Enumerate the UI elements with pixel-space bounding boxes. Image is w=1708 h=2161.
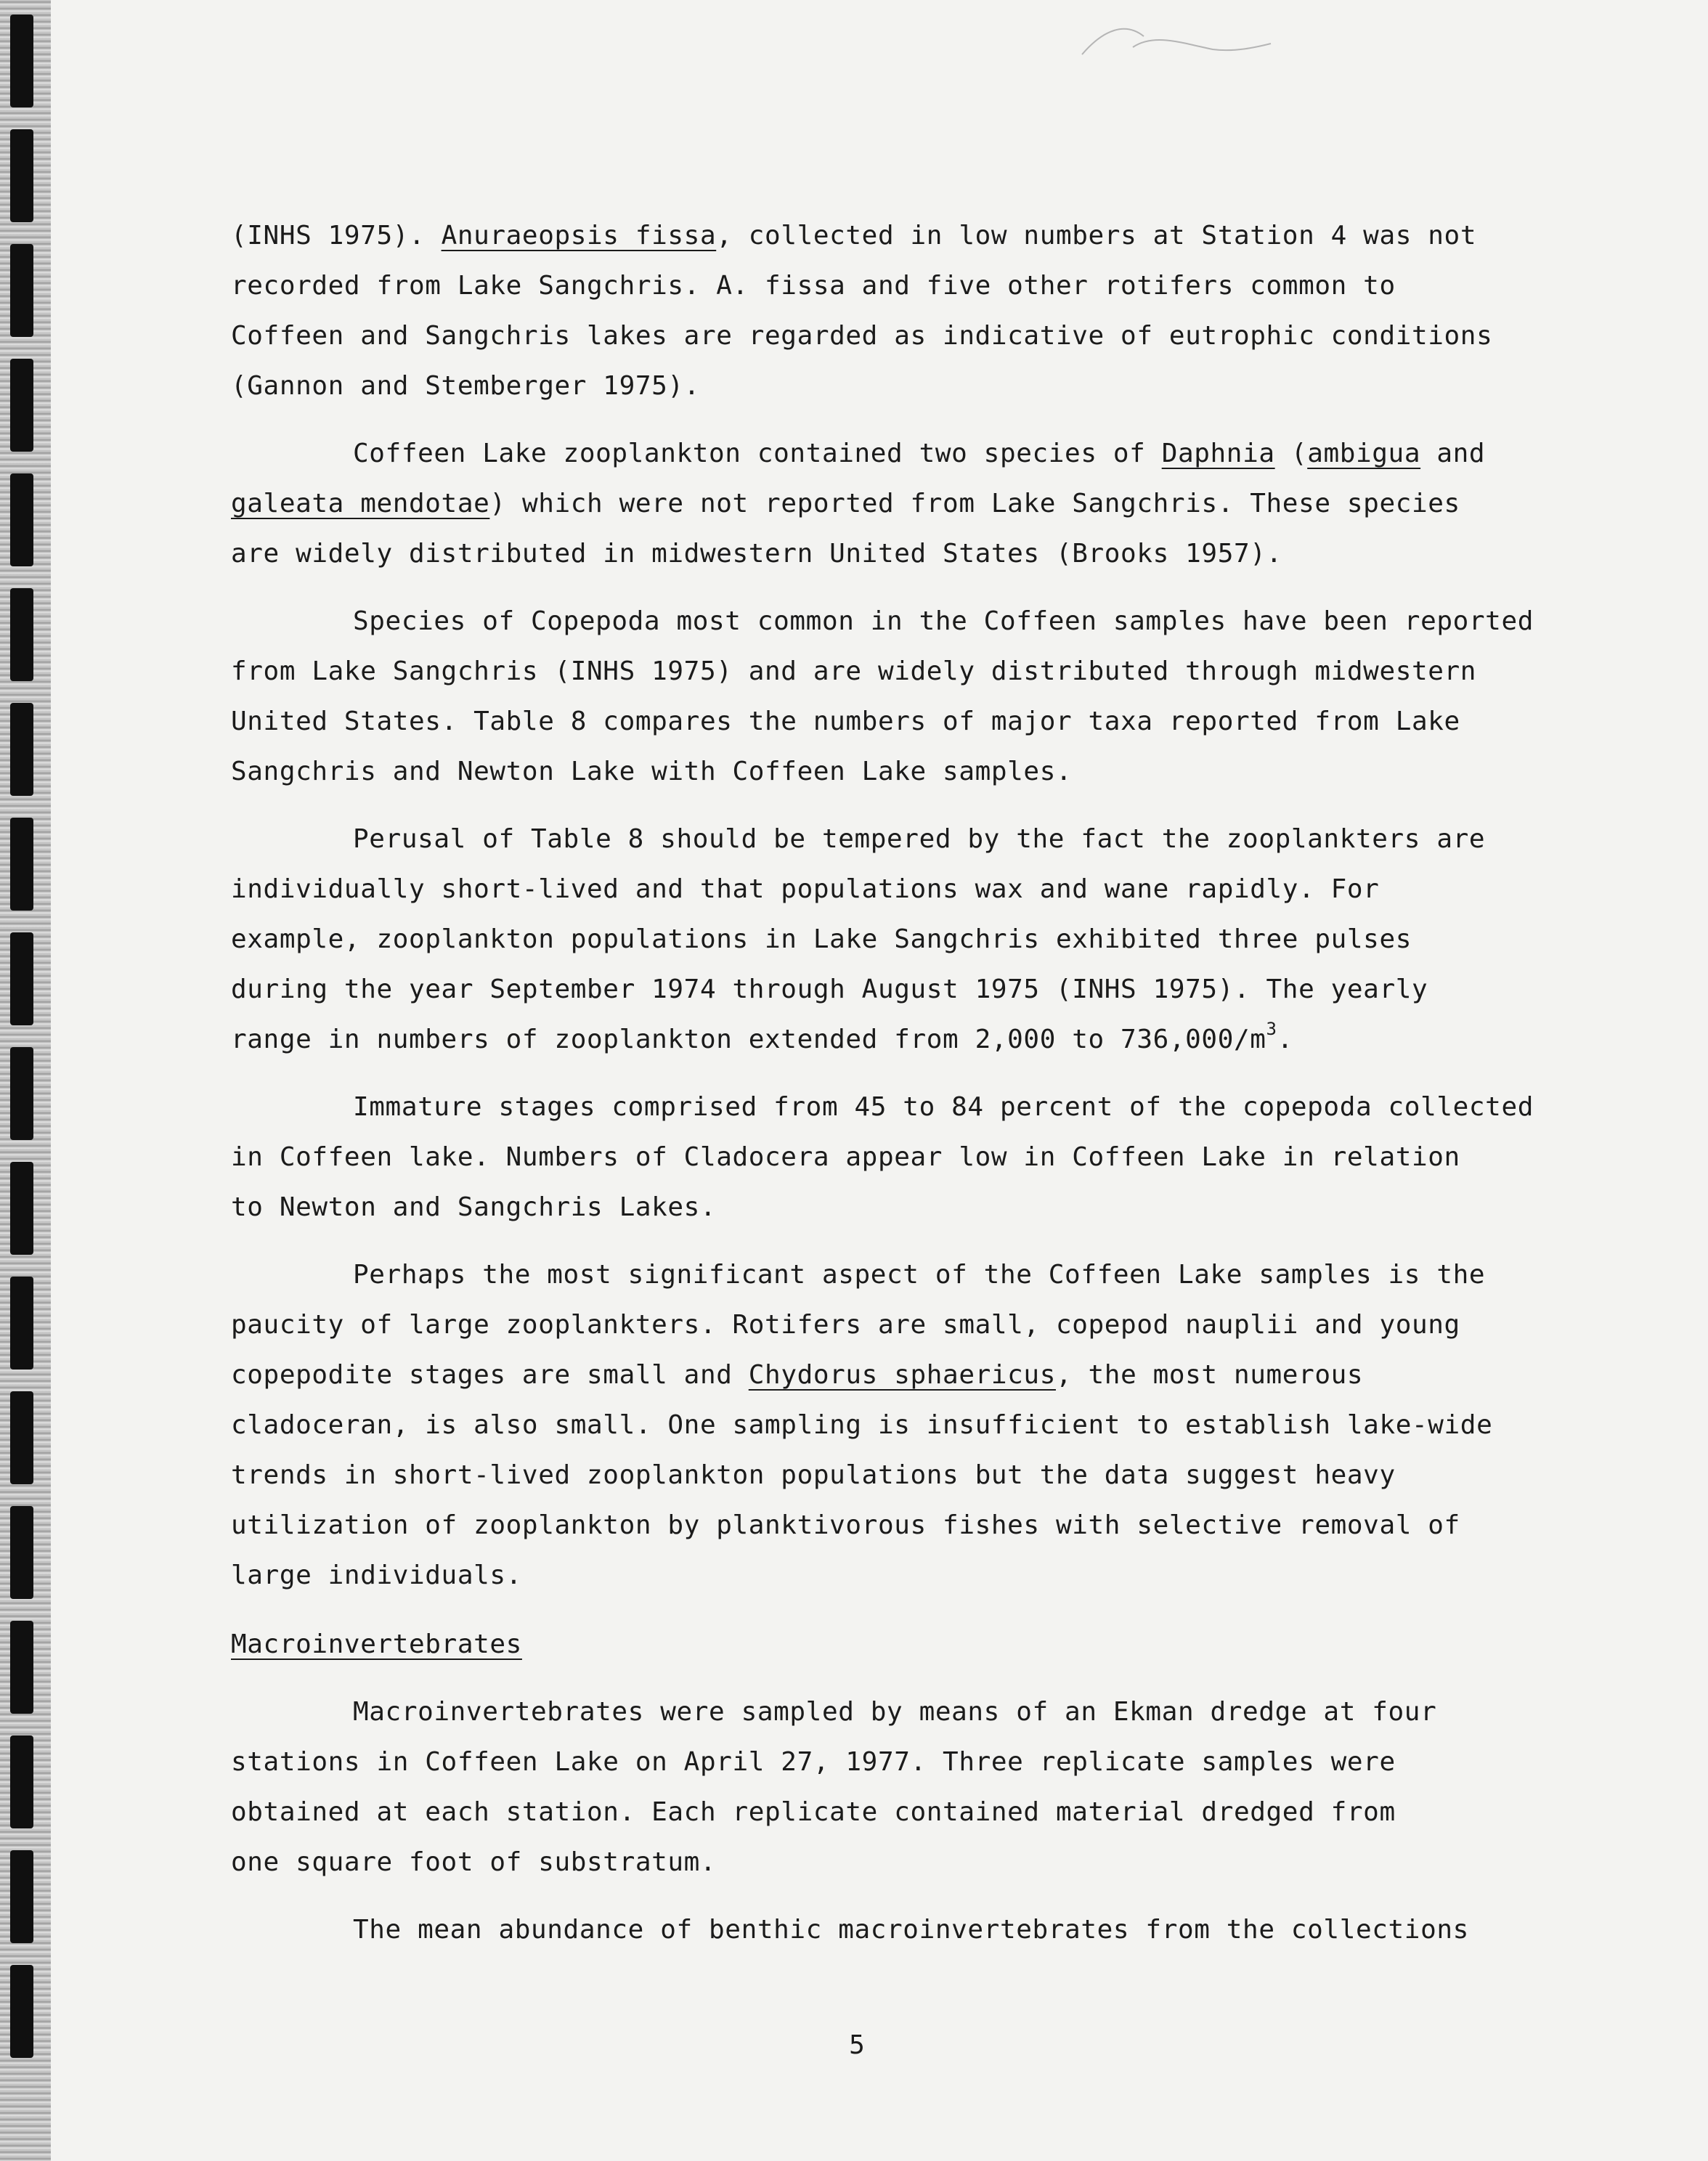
body-paragraphs xyxy=(231,211,1582,1600)
punch-hole xyxy=(10,129,33,222)
text-run: recorded from Lake Sangchris. A. fissa and five other rotifers common to xyxy=(231,271,1396,301)
punch-hole xyxy=(10,1391,33,1484)
text-run: Sangchris and Newton Lake with Coffeen Lake samples. xyxy=(231,757,1073,786)
text-line xyxy=(231,1737,1582,1787)
text-run: to Newton and Sangchris Lakes. xyxy=(231,1192,717,1222)
text-run: Perhaps the most significant aspect of the Coffeen Lake samples is the xyxy=(353,1260,1486,1290)
text-line xyxy=(231,1350,1582,1400)
text-run: obtained at each station. Each replicate contained material dredged from xyxy=(231,1797,1396,1827)
text-run: ) which were not reported from Lake Sangchris. These species xyxy=(489,489,1460,518)
text-run: ( xyxy=(1274,439,1308,468)
text-run: Coffeen Lake zooplankton contained two species of xyxy=(353,439,1162,468)
punch-hole xyxy=(10,1965,33,2058)
text-line xyxy=(231,1450,1582,1500)
text-line xyxy=(231,361,1582,411)
text-line xyxy=(231,1687,1582,1737)
section-heading xyxy=(231,1619,1582,1669)
text-line xyxy=(231,814,1582,864)
body-paragraphs-after xyxy=(231,1687,1582,1955)
text-run: trends in short-lived zooplankton populations but the data suggest heavy xyxy=(231,1460,1396,1490)
punch-hole xyxy=(10,1506,33,1599)
text-line xyxy=(231,1905,1582,1955)
text-run: . xyxy=(1277,1025,1293,1054)
text-line xyxy=(231,746,1582,797)
text-run: Macroinvertebrates were sampled by means of an Ekman dredge at four xyxy=(353,1697,1437,1727)
text-line xyxy=(231,428,1582,479)
text-run: utilization of zooplankton by planktivorous fishes with selective removal of xyxy=(231,1510,1460,1540)
punch-hole xyxy=(10,1621,33,1714)
text-run: stations in Coffeen Lake on April 27, 1977. Three replicate samples were xyxy=(231,1747,1396,1777)
page-body xyxy=(231,211,1582,1955)
text-line xyxy=(231,596,1582,646)
punch-hole xyxy=(10,932,33,1025)
section-heading-text: Macroinvertebrates xyxy=(231,1629,522,1659)
text-line xyxy=(231,1400,1582,1450)
text-run: individually short-lived and that populations wax and wane rapidly. For xyxy=(231,874,1380,904)
text-line xyxy=(231,1132,1582,1182)
text-line xyxy=(231,1550,1582,1600)
underlined-taxon: Anuraeopsis fissa xyxy=(441,221,717,251)
text-line xyxy=(231,311,1582,361)
punch-hole xyxy=(10,473,33,566)
text-run: are widely distributed in midwestern United States (Brooks 1957). xyxy=(231,539,1282,569)
underlined-taxon: Chydorus sphaericus xyxy=(748,1360,1056,1390)
text-run: (INHS 1975). xyxy=(231,221,442,251)
text-line xyxy=(231,1837,1582,1887)
punch-hole xyxy=(10,1162,33,1255)
underlined-taxon: ambigua xyxy=(1307,439,1421,468)
text-run: one square foot of substratum. xyxy=(231,1847,717,1877)
punch-hole xyxy=(10,244,33,337)
punch-hole xyxy=(10,15,33,107)
text-line xyxy=(231,696,1582,746)
punch-hole xyxy=(10,588,33,681)
text-line xyxy=(231,261,1582,311)
text-line xyxy=(231,1300,1582,1350)
text-line xyxy=(231,864,1582,914)
punch-hole xyxy=(10,359,33,452)
text-run: , collected in low numbers at Station 4 was not xyxy=(716,221,1477,251)
punch-hole xyxy=(10,1735,33,1828)
text-run: (Gannon and Stemberger 1975). xyxy=(231,371,700,401)
text-run: during the year September 1974 through August 1975 (INHS 1975). The yearly xyxy=(231,974,1428,1004)
superscript: 3 xyxy=(1266,1019,1277,1039)
text-run: in Coffeen lake. Numbers of Cladocera appear low in Coffeen Lake in relation xyxy=(231,1142,1460,1172)
text-run: from Lake Sangchris (INHS 1975) and are widely distributed through midwestern xyxy=(231,656,1477,686)
text-line xyxy=(231,1082,1582,1132)
text-run: , the most numerous xyxy=(1055,1360,1364,1390)
text-line xyxy=(231,1182,1582,1232)
punch-hole xyxy=(10,1277,33,1370)
text-line xyxy=(231,914,1582,964)
punch-hole xyxy=(10,818,33,911)
text-run: example, zooplankton populations in Lake Sangchris exhibited three pulses xyxy=(231,924,1412,954)
text-line xyxy=(231,529,1582,579)
underlined-taxon: Daphnia xyxy=(1161,439,1275,468)
text-run: large individuals. xyxy=(231,1560,522,1590)
text-run: and xyxy=(1420,439,1486,468)
text-run: United States. Table 8 compares the numbers of major taxa reported from Lake xyxy=(231,707,1460,736)
text-run: cladoceran, is also small. One sampling is insufficient to establish lake-wide xyxy=(231,1410,1493,1440)
text-run: Coffeen and Sangchris lakes are regarded as indicative of eutrophic conditions xyxy=(231,321,1493,351)
pencil-scribble xyxy=(1075,15,1278,65)
punch-hole xyxy=(10,703,33,796)
text-run: copepodite stages are small and xyxy=(231,1360,749,1390)
text-line xyxy=(231,211,1582,261)
text-line xyxy=(231,1787,1582,1837)
underlined-taxon: galeata mendotae xyxy=(231,489,490,518)
text-run: Perusal of Table 8 should be tempered by the fact the zooplankters are xyxy=(353,824,1486,854)
page-number: 5 xyxy=(849,2030,865,2060)
text-run: The mean abundance of benthic macroinvertebrates from the collections xyxy=(353,1915,1469,1945)
text-run: Species of Copepoda most common in the Coffeen samples have been reported xyxy=(353,606,1534,636)
text-line xyxy=(231,646,1582,696)
text-line xyxy=(231,964,1582,1014)
punch-hole xyxy=(10,1850,33,1943)
text-line xyxy=(231,479,1582,529)
text-run: range in numbers of zooplankton extended from 2,000 to 736,000/m xyxy=(231,1025,1266,1054)
text-run: Immature stages comprised from 45 to 84 percent of the copepoda collected xyxy=(353,1092,1534,1122)
text-line xyxy=(231,1500,1582,1550)
text-line xyxy=(231,1014,1582,1065)
text-run: paucity of large zooplankters. Rotifers are small, copepod nauplii and young xyxy=(231,1310,1460,1340)
text-line xyxy=(231,1250,1582,1300)
punch-hole xyxy=(10,1047,33,1140)
